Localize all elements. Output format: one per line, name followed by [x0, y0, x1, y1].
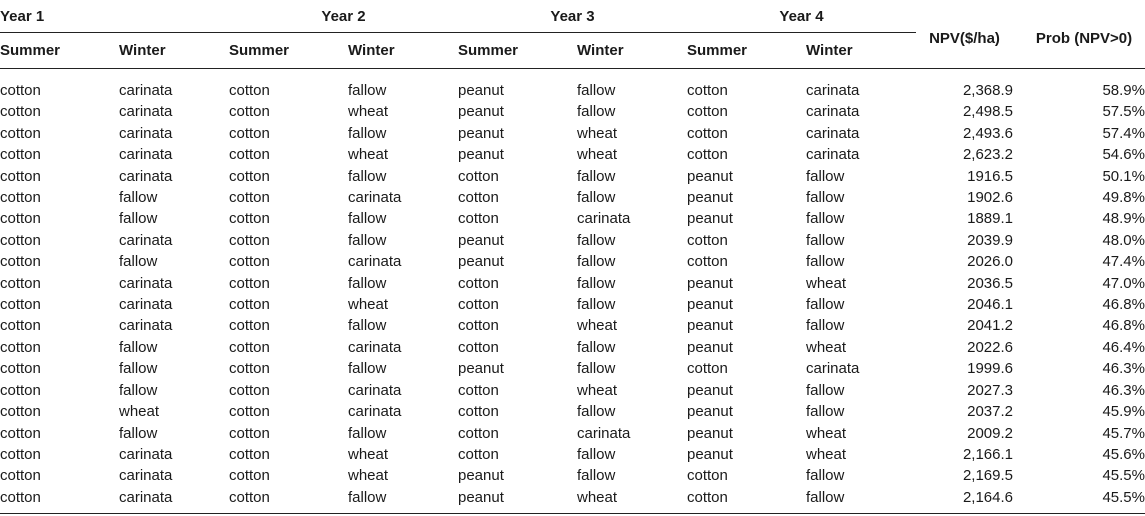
table-row: [0, 123, 1145, 144]
cell-y1-winter: wheat: [119, 403, 160, 421]
cell-y1-winter: carinata: [119, 296, 173, 314]
season-summer-header: Summer: [0, 42, 61, 59]
cell-y1-winter: fallow: [119, 210, 158, 228]
table-row: [0, 273, 1145, 294]
cell-y1-winter: carinata: [119, 146, 173, 164]
cell-y1-summer: cotton: [0, 189, 41, 207]
cell-prob: 45.5%: [1102, 488, 1145, 506]
cell-y2-summer: cotton: [229, 210, 270, 228]
cell-y3-summer: cotton: [458, 210, 499, 228]
cell-prob: 46.8%: [1102, 317, 1145, 335]
table-row: [0, 80, 1145, 101]
cell-npv: 2,169.5: [962, 467, 1013, 485]
cell-prob: 46.4%: [1102, 338, 1145, 356]
cell-y3-summer: peanut: [458, 467, 504, 485]
cell-y3-winter: wheat: [577, 317, 618, 335]
season-winter-header: Winter: [577, 42, 624, 59]
cell-y3-summer: cotton: [458, 403, 499, 421]
cell-y3-summer: cotton: [458, 189, 499, 207]
cell-prob: 46.8%: [1102, 296, 1145, 314]
cell-y3-winter: wheat: [577, 124, 618, 142]
npv-header: NPV($/ha): [929, 29, 1000, 47]
cell-prob: 47.4%: [1102, 253, 1145, 271]
cell-y2-summer: cotton: [229, 403, 270, 421]
cell-y2-winter: wheat: [348, 467, 389, 485]
table-row: [0, 380, 1145, 401]
cell-y3-summer: cotton: [458, 445, 499, 463]
year-1-header: Year 1: [0, 0, 229, 33]
cell-y3-summer: cotton: [458, 317, 499, 335]
cell-y2-winter: carinata: [348, 338, 402, 356]
cell-y1-summer: cotton: [0, 467, 41, 485]
cell-y4-summer: cotton: [687, 231, 728, 249]
cell-y4-winter: fallow: [806, 253, 845, 271]
cell-y4-summer: cotton: [687, 103, 728, 121]
table-header: [0, 0, 1145, 69]
cell-npv: 1916.5: [967, 167, 1013, 185]
cell-y2-winter: carinata: [348, 381, 402, 399]
cell-npv: 2009.2: [967, 424, 1013, 442]
cell-y2-winter: wheat: [348, 296, 389, 314]
table-row: [0, 444, 1145, 465]
table-row: [0, 465, 1145, 486]
cell-y2-summer: cotton: [229, 189, 270, 207]
cell-y1-summer: cotton: [0, 82, 41, 99]
cell-npv: 1999.6: [967, 360, 1013, 378]
cell-y3-summer: cotton: [458, 424, 499, 442]
cell-npv: 2,498.5: [962, 103, 1013, 121]
cell-y1-winter: carinata: [119, 231, 173, 249]
cell-y2-summer: cotton: [229, 167, 270, 185]
cell-npv: 2041.2: [967, 317, 1013, 335]
cell-prob: 57.5%: [1102, 103, 1145, 121]
cell-y1-winter: fallow: [119, 381, 158, 399]
cell-y3-winter: fallow: [577, 231, 616, 249]
cell-npv: 2027.3: [967, 381, 1013, 399]
cell-y1-winter: carinata: [119, 103, 173, 121]
cell-y1-winter: carinata: [119, 445, 173, 463]
cell-y3-summer: peanut: [458, 253, 504, 271]
cell-y2-winter: fallow: [348, 317, 387, 335]
cell-prob: 48.9%: [1102, 210, 1145, 228]
cell-y2-winter: carinata: [348, 403, 402, 421]
cell-prob: 45.6%: [1102, 445, 1145, 463]
cell-y4-winter: fallow: [806, 210, 845, 228]
cell-y2-winter: fallow: [348, 274, 387, 292]
cell-y4-winter: wheat: [806, 338, 847, 356]
cell-y2-summer: cotton: [229, 338, 270, 356]
cell-y3-summer: cotton: [458, 296, 499, 314]
cell-y4-winter: carinata: [806, 360, 860, 378]
cell-y2-summer: cotton: [229, 317, 270, 335]
cell-y3-winter: fallow: [577, 360, 616, 378]
cell-y4-winter: fallow: [806, 467, 845, 485]
cell-y3-winter: wheat: [577, 381, 618, 399]
cell-y3-winter: fallow: [577, 403, 616, 421]
cell-y1-winter: fallow: [119, 253, 158, 271]
cell-y2-summer: cotton: [229, 488, 270, 506]
cell-y4-winter: wheat: [806, 424, 847, 442]
cell-y2-winter: wheat: [348, 146, 389, 164]
table-row: [0, 101, 1145, 122]
cell-y2-summer: cotton: [229, 467, 270, 485]
cell-y2-summer: cotton: [229, 360, 270, 378]
cell-y4-winter: carinata: [806, 82, 860, 99]
cell-y1-summer: cotton: [0, 424, 41, 442]
cell-y4-summer: peanut: [687, 189, 733, 207]
table-row: [0, 487, 1145, 508]
cell-y2-summer: cotton: [229, 124, 270, 142]
cell-y4-summer: cotton: [687, 360, 728, 378]
table-row: [0, 251, 1145, 272]
cell-npv: 2036.5: [967, 274, 1013, 292]
season-winter-header: Winter: [806, 42, 853, 59]
cell-y1-summer: cotton: [0, 381, 41, 399]
cell-y1-winter: fallow: [119, 338, 158, 356]
cell-prob: 46.3%: [1102, 360, 1145, 378]
cell-y3-winter: fallow: [577, 167, 616, 185]
cell-prob: 45.7%: [1102, 424, 1145, 442]
table-row: [0, 401, 1145, 422]
cell-y2-winter: fallow: [348, 210, 387, 228]
cell-y3-winter: fallow: [577, 296, 616, 314]
cell-y1-winter: carinata: [119, 167, 173, 185]
cell-y1-summer: cotton: [0, 296, 41, 314]
year-3-header: Year 3: [458, 0, 687, 33]
cell-y3-summer: peanut: [458, 231, 504, 249]
cell-y3-winter: fallow: [577, 467, 616, 485]
cell-y3-summer: peanut: [458, 488, 504, 506]
cell-npv: 2037.2: [967, 403, 1013, 421]
cell-y4-winter: fallow: [806, 403, 845, 421]
cell-npv: 2,368.9: [962, 82, 1013, 99]
cell-y2-winter: fallow: [348, 167, 387, 185]
cell-y2-winter: fallow: [348, 360, 387, 378]
cell-y1-winter: fallow: [119, 424, 158, 442]
cell-y2-summer: cotton: [229, 103, 270, 121]
cell-y3-winter: fallow: [577, 338, 616, 356]
cell-y1-summer: cotton: [0, 253, 41, 271]
cell-y1-summer: cotton: [0, 146, 41, 164]
cell-y4-winter: wheat: [806, 445, 847, 463]
cell-y4-winter: carinata: [806, 103, 860, 121]
table-row: [0, 187, 1145, 208]
table-row: [0, 230, 1145, 251]
cell-y4-summer: cotton: [687, 253, 728, 271]
cell-prob: 54.6%: [1102, 146, 1145, 164]
cell-npv: 2039.9: [967, 231, 1013, 249]
cell-y4-winter: carinata: [806, 146, 860, 164]
cell-y2-winter: wheat: [348, 445, 389, 463]
cell-y3-summer: cotton: [458, 338, 499, 356]
cell-y4-summer: peanut: [687, 338, 733, 356]
season-winter-header: Winter: [119, 42, 166, 59]
cell-prob: 58.9%: [1102, 82, 1145, 99]
cell-y2-winter: fallow: [348, 231, 387, 249]
cell-y1-winter: carinata: [119, 274, 173, 292]
cell-y4-summer: peanut: [687, 274, 733, 292]
cell-prob: 47.0%: [1102, 274, 1145, 292]
table-bottom-rule: [0, 513, 1145, 514]
table-row: [0, 166, 1145, 187]
cell-npv: 2022.6: [967, 338, 1013, 356]
cell-y3-summer: peanut: [458, 103, 504, 121]
cell-npv: 2,623.2: [962, 146, 1013, 164]
cell-y4-winter: fallow: [806, 381, 845, 399]
cell-y2-summer: cotton: [229, 231, 270, 249]
cell-y3-summer: peanut: [458, 146, 504, 164]
cell-y3-winter: fallow: [577, 445, 616, 463]
season-winter-header: Winter: [348, 42, 395, 59]
cell-y3-winter: fallow: [577, 274, 616, 292]
cell-y1-summer: cotton: [0, 103, 41, 121]
table-row: [0, 294, 1145, 315]
cell-y3-summer: cotton: [458, 274, 499, 292]
cell-y2-winter: carinata: [348, 253, 402, 271]
cell-y1-winter: carinata: [119, 467, 173, 485]
season-summer-header: Summer: [687, 42, 748, 59]
cell-y3-summer: peanut: [458, 360, 504, 378]
year-header-row: [0, 0, 1145, 33]
cell-y1-summer: cotton: [0, 317, 41, 335]
cell-y2-summer: cotton: [229, 296, 270, 314]
cell-y4-summer: cotton: [687, 124, 728, 142]
header-divider: [0, 69, 1145, 81]
cell-y2-winter: fallow: [348, 424, 387, 442]
table-row: [0, 358, 1145, 379]
table-row: [0, 337, 1145, 358]
season-summer-header: Summer: [458, 42, 519, 59]
cell-y1-summer: cotton: [0, 210, 41, 228]
cell-y3-summer: peanut: [458, 82, 504, 99]
cell-y3-winter: carinata: [577, 210, 631, 228]
cell-y4-winter: fallow: [806, 317, 845, 335]
table-row: [0, 208, 1145, 229]
cell-y3-winter: fallow: [577, 189, 616, 207]
cell-y3-summer: peanut: [458, 124, 504, 142]
cell-y2-summer: cotton: [229, 82, 270, 99]
cell-y1-winter: carinata: [119, 317, 173, 335]
cell-y1-winter: carinata: [119, 124, 173, 142]
cell-y1-summer: cotton: [0, 124, 41, 142]
season-summer-header: Summer: [229, 42, 290, 59]
cell-y4-summer: peanut: [687, 296, 733, 314]
cell-prob: 45.9%: [1102, 403, 1145, 421]
cell-y2-summer: cotton: [229, 424, 270, 442]
cell-prob: 49.8%: [1102, 189, 1145, 207]
cell-npv: 2,166.1: [962, 445, 1013, 463]
cell-prob: 46.3%: [1102, 381, 1145, 399]
cell-y3-summer: cotton: [458, 167, 499, 185]
cell-y4-summer: peanut: [687, 424, 733, 442]
cell-npv: 2046.1: [967, 296, 1013, 314]
cell-y2-winter: fallow: [348, 488, 387, 506]
cell-y1-summer: cotton: [0, 167, 41, 185]
cell-y4-summer: peanut: [687, 445, 733, 463]
cell-y1-winter: carinata: [119, 82, 173, 99]
cell-y4-summer: cotton: [687, 82, 728, 99]
cell-prob: 50.1%: [1102, 167, 1145, 185]
cell-npv: 1889.1: [967, 210, 1013, 228]
cell-y4-winter: fallow: [806, 231, 845, 249]
cell-y2-summer: cotton: [229, 381, 270, 399]
cell-npv: 1902.6: [967, 189, 1013, 207]
cell-y2-winter: carinata: [348, 189, 402, 207]
table-row: [0, 315, 1145, 336]
cell-y4-winter: fallow: [806, 189, 845, 207]
cell-y3-winter: wheat: [577, 146, 618, 164]
cell-y3-winter: fallow: [577, 82, 616, 99]
cell-npv: 2026.0: [967, 253, 1013, 271]
cell-prob: 48.0%: [1102, 231, 1145, 249]
cell-npv: 2,164.6: [962, 488, 1013, 506]
cell-y4-winter: fallow: [806, 488, 845, 506]
table-row: [0, 423, 1145, 444]
cell-y3-winter: fallow: [577, 253, 616, 271]
cell-y4-summer: peanut: [687, 167, 733, 185]
cell-y1-summer: cotton: [0, 488, 41, 506]
cell-y3-winter: fallow: [577, 103, 616, 121]
cell-y4-winter: carinata: [806, 124, 860, 142]
cell-y3-summer: cotton: [458, 381, 499, 399]
cell-npv: 2,493.6: [962, 124, 1013, 142]
table-body: [0, 69, 1145, 509]
cell-y4-summer: peanut: [687, 403, 733, 421]
cell-y2-winter: wheat: [348, 103, 389, 121]
cell-y4-winter: wheat: [806, 274, 847, 292]
cell-y2-winter: fallow: [348, 82, 387, 99]
year-4-header: Year 4: [687, 0, 916, 33]
year-2-header: Year 2: [229, 0, 458, 33]
cell-y4-summer: cotton: [687, 146, 728, 164]
cell-y1-summer: cotton: [0, 231, 41, 249]
cell-y1-winter: fallow: [119, 189, 158, 207]
cell-y1-summer: cotton: [0, 445, 41, 463]
cell-y2-summer: cotton: [229, 445, 270, 463]
cell-y3-winter: carinata: [577, 424, 631, 442]
cell-y4-summer: peanut: [687, 317, 733, 335]
cell-y2-winter: fallow: [348, 124, 387, 142]
table-row: [0, 144, 1145, 165]
cell-y3-winter: wheat: [577, 488, 618, 506]
cell-y2-summer: cotton: [229, 274, 270, 292]
cell-y4-summer: peanut: [687, 381, 733, 399]
prob-header: Prob (NPV>0): [1035, 29, 1133, 47]
cell-y4-winter: fallow: [806, 167, 845, 185]
cell-y4-summer: peanut: [687, 210, 733, 228]
cell-y4-summer: cotton: [687, 467, 728, 485]
cell-y1-summer: cotton: [0, 338, 41, 356]
cell-y1-summer: cotton: [0, 360, 41, 378]
cell-y1-summer: cotton: [0, 403, 41, 421]
cell-y4-summer: cotton: [687, 488, 728, 506]
cell-prob: 45.5%: [1102, 467, 1145, 485]
cell-y1-winter: fallow: [119, 360, 158, 378]
cell-y1-winter: carinata: [119, 488, 173, 506]
cell-prob: 57.4%: [1102, 124, 1145, 142]
cell-y2-summer: cotton: [229, 253, 270, 271]
cell-y4-winter: fallow: [806, 296, 845, 314]
cell-y2-summer: cotton: [229, 146, 270, 164]
cell-y1-summer: cotton: [0, 274, 41, 292]
